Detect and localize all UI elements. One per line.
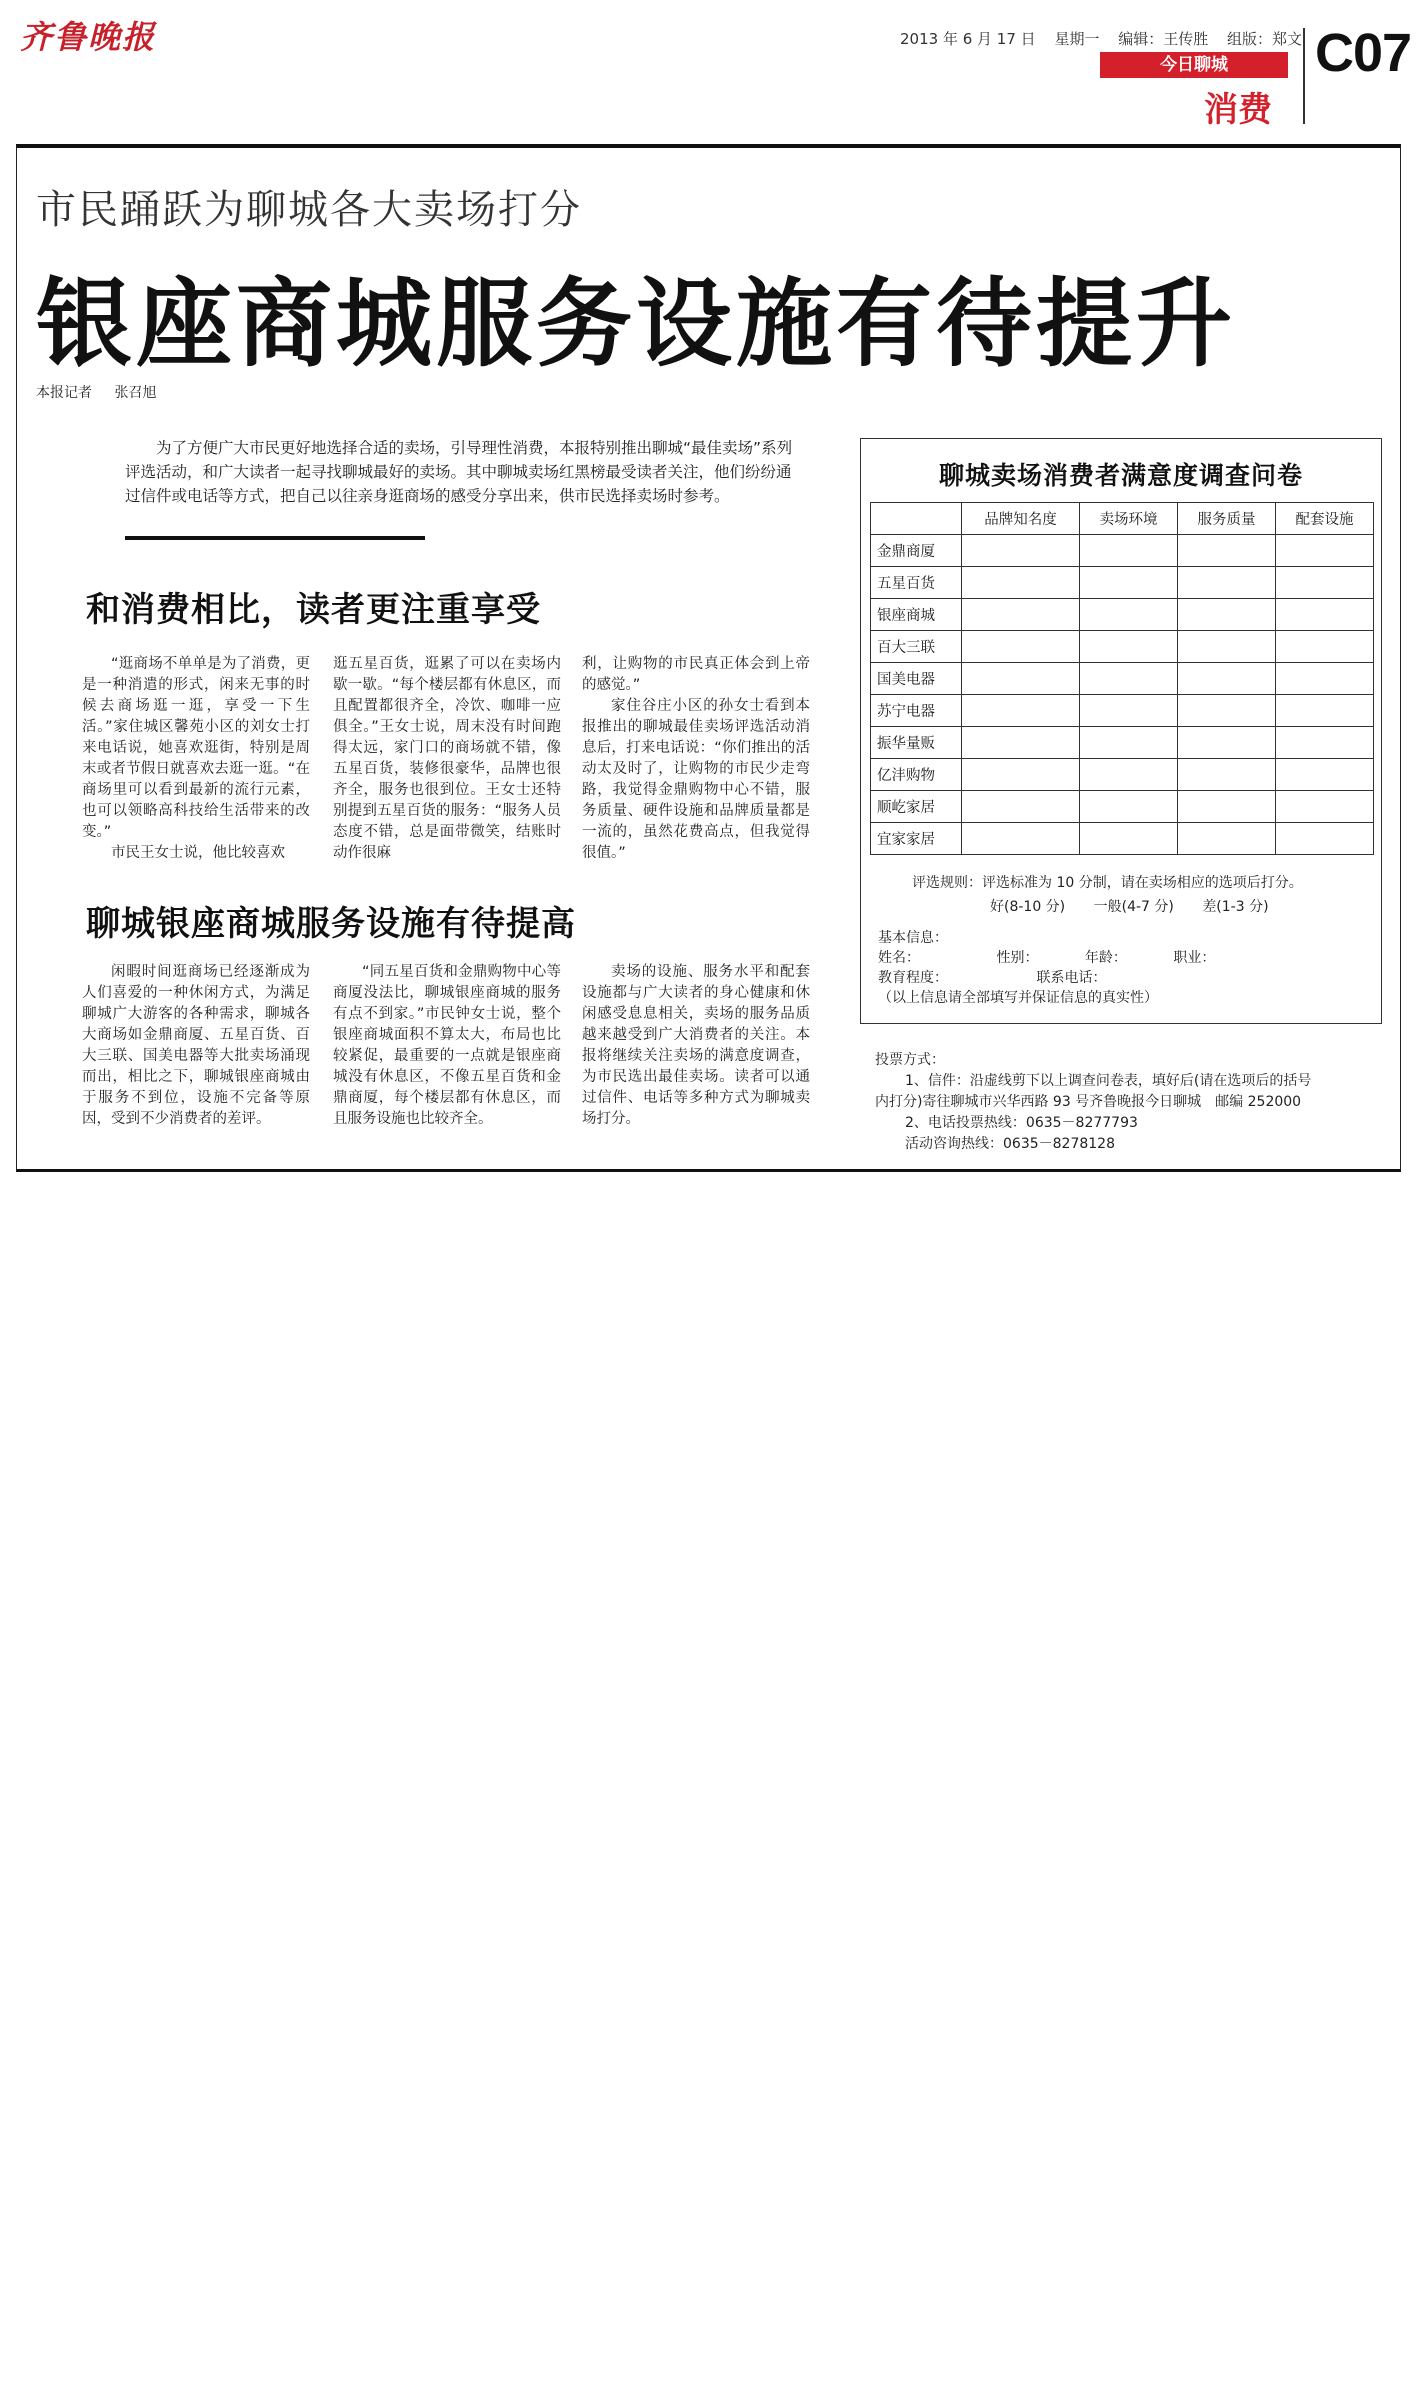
score-cell [962, 823, 1080, 855]
table-row [871, 599, 1374, 631]
score-cell [962, 599, 1080, 631]
table-row [871, 791, 1374, 823]
score-cell [1080, 695, 1178, 727]
score-cell [1177, 567, 1275, 599]
section-banner: 今日聊城 [1100, 52, 1288, 78]
score-cell [1080, 599, 1178, 631]
section1-col2 [333, 654, 561, 864]
issue-date: 2013 年 6 月 17 日 [900, 30, 1036, 48]
store-name: 金鼎商厦 [871, 535, 962, 567]
table-row [871, 727, 1374, 759]
info-note: （以上信息请全部填写并保证信息的真实性） [878, 990, 1158, 1006]
score-cell [1080, 791, 1178, 823]
store-name: 振华量贩 [871, 727, 962, 759]
byline-name: 张召旭 [114, 385, 157, 401]
score-cell [1275, 599, 1373, 631]
survey-scale [990, 896, 1293, 916]
info-row [878, 948, 1249, 968]
store-name: 百大三联 [871, 631, 962, 663]
score-cell [1177, 631, 1275, 663]
score-cell [962, 759, 1080, 791]
vote-methods [875, 1050, 1385, 1155]
table-row [871, 695, 1374, 727]
paragraph: 利，让购物的市民真正体会到上帝的感觉。” [582, 656, 810, 693]
table-row [871, 567, 1374, 599]
score-cell [1177, 599, 1275, 631]
masthead-logo: 齐鲁晚报 [20, 18, 157, 56]
store-name: 苏宁电器 [871, 695, 962, 727]
section1-col3 [582, 654, 810, 864]
score-cell [1080, 823, 1178, 855]
intro-rule [125, 536, 425, 540]
score-cell [1177, 663, 1275, 695]
score-cell [1080, 631, 1178, 663]
vote-line: 活动咨询热线：0635－8278128 [905, 1136, 1115, 1152]
header-divider [1303, 28, 1305, 124]
score-cell [1080, 567, 1178, 599]
score-cell [962, 567, 1080, 599]
field-edu: 教育程度： [878, 970, 948, 986]
paragraph: 卖场的设施、服务水平和配套设施都与广大读者的身心健康和休闲感受息息相关，卖场的服务品质越来越受到广大消费者的关注。本报将继续关注卖场的满意度调查，为市民选出最佳卖场。读者可以通过信件、电话等多种方式为聊城卖场打分。 [582, 964, 810, 1127]
score-cell [962, 791, 1080, 823]
scale-good: 好(8-10 分) [990, 899, 1066, 915]
survey-table [870, 502, 1374, 855]
paragraph: 市民王女士说，他比较喜欢 [111, 845, 285, 861]
paragraph: 逛五星百货，逛累了可以在卖场内歇一歇。“每个楼层都有休息区，而且配置都很齐全，冷饮、咖啡一应俱全。”王女士说，周末没有时间跑得太远，家门口的商场就不错，像五星百货，装修很豪华，品牌也很齐全，服务也很到位。王女士还特别提到五星百货的服务：“服务人员态度不错，总是面带微笑，结账时动作很麻 [333, 656, 561, 861]
score-cell [1275, 727, 1373, 759]
score-cell [962, 727, 1080, 759]
score-cell [1275, 791, 1373, 823]
store-name: 银座商城 [871, 599, 962, 631]
score-cell [962, 663, 1080, 695]
article-headline: 银座商城服务设施有待提升 [36, 268, 1236, 380]
score-cell [962, 535, 1080, 567]
field-name: 姓名： [878, 950, 920, 966]
column-header: 配套设施 [1275, 503, 1373, 535]
section-label: 消费 [1204, 90, 1272, 130]
score-cell [1177, 791, 1275, 823]
store-name: 国美电器 [871, 663, 962, 695]
section1-heading: 和消费相比，读者更注重享受 [86, 590, 541, 630]
issue-weekday: 星期一 [1054, 30, 1100, 48]
paragraph: 闲暇时间逛商场已经逐渐成为人们喜爱的一种休闲方式，为满足聊城广大游客的各种需求，聊城各大商场如金鼎商厦、五星百货、百大三联、国美电器等大批卖场涌现而出，相比之下，聊城银座商城由于服务不到位，设施不完备等原因，受到不少消费者的差评。 [82, 964, 310, 1127]
score-cell [1177, 727, 1275, 759]
survey-rules: 评选规则：评选标准为 10 分制，请在卖场相应的选项后打分。 [912, 875, 1303, 891]
paragraph: 家住谷庄小区的孙女士看到本报推出的聊城最佳卖场评选活动消息后，打来电话说：“你们推出的活动太及时了，让购物的市民少走弯路，我觉得金鼎购物中心不错，服务质量、硬件设施和品牌质量都是一流的，虽然花费高点，但我觉得很值。” [582, 698, 810, 861]
score-cell [1080, 727, 1178, 759]
table-row [871, 535, 1374, 567]
issue-editor: 编辑：王传胜 [1118, 30, 1209, 48]
score-cell [1177, 823, 1275, 855]
column-header: 卖场环境 [1080, 503, 1178, 535]
score-cell [1177, 695, 1275, 727]
store-name: 顺屹家居 [871, 791, 962, 823]
column-header: 品牌知名度 [962, 503, 1080, 535]
table-row [871, 759, 1374, 791]
column-header: 服务质量 [1177, 503, 1275, 535]
table-row [871, 823, 1374, 855]
score-cell [1177, 535, 1275, 567]
field-phone: 联系电话： [1036, 970, 1107, 986]
score-cell [1275, 695, 1373, 727]
issue-layout: 组版：郑文 [1227, 30, 1303, 48]
score-cell [1080, 535, 1178, 567]
scale-bad: 差(1-3 分) [1202, 899, 1269, 915]
field-gender: 性别： [996, 950, 1039, 966]
survey-title: 聊城卖场消费者满意度调查问卷 [938, 461, 1303, 490]
scale-mid: 一般(4-7 分) [1093, 899, 1174, 915]
article-intro: 为了方便广大市民更好地选择合适的卖场，引导理性消费，本报特别推出聊城“最佳卖场”系列评选活动，和广大读者一起寻找聊城最好的卖场。其中聊城卖场红黑榜最受读者关注，他们纷纷通过信件或电话等方式，把自己以往亲身逛商场的感受分享出来，供市民选择卖场时参考。 [125, 439, 793, 505]
section2-col2 [333, 962, 561, 1130]
score-cell [1275, 631, 1373, 663]
score-cell [1080, 663, 1178, 695]
score-cell [1080, 759, 1178, 791]
table-corner [871, 503, 962, 535]
page-number: C07 [1315, 23, 1412, 83]
table-row [871, 663, 1374, 695]
score-cell [1275, 663, 1373, 695]
store-name: 五星百货 [871, 567, 962, 599]
table-row [871, 631, 1374, 663]
byline-role: 本报记者 [36, 385, 92, 401]
vote-line: 1、信件：沿虚线剪下以上调查问卷表，填好后(请在选项后的括号 [905, 1073, 1312, 1089]
section2-heading: 聊城银座商城服务设施有待提高 [86, 904, 576, 944]
paragraph: “同五星百货和金鼎购物中心等商厦没法比，聊城银座商城的服务有点不到家。”市民钟女士说，整个银座商城面积不算太大，布局也比较紧促，最重要的一点就是银座商城没有休息区，不像五星百货和金鼎商厦，每个楼层都有休息区，而且服务设施也比较齐全。 [333, 964, 561, 1127]
issue-meta [900, 28, 1316, 49]
info-title: 基本信息： [878, 930, 948, 946]
vote-line: 内打分)寄往聊城市兴华西路 93 号齐鲁晚报今日聊城 邮编 252000 [875, 1094, 1302, 1110]
field-age: 年龄： [1084, 950, 1127, 966]
vote-title: 投票方式： [875, 1052, 945, 1068]
store-name: 宜家家居 [871, 823, 962, 855]
field-job: 职业： [1173, 950, 1216, 966]
score-cell [1275, 535, 1373, 567]
section1-col1 [82, 654, 310, 864]
section2-col3 [582, 962, 810, 1130]
info-row [878, 968, 1249, 988]
score-cell [962, 631, 1080, 663]
store-name: 亿沣购物 [871, 759, 962, 791]
survey-info [878, 928, 1249, 1008]
byline [36, 382, 174, 402]
score-cell [1275, 823, 1373, 855]
paragraph: “逛商场不单单是为了消费，更是一种消遣的形式，闲来无事的时候去商场逛一逛，享受一下生活。”家住城区馨苑小区的刘女士打来电话说，她喜欢逛街，特别是周末或者节假日就喜欢去逛一逛。“在商场里可以看到最新的流行元素，也可以领略高科技给生活带来的改变。” [82, 656, 310, 840]
score-cell [962, 695, 1080, 727]
article-subtitle: 市民踊跃为聊城各大卖场打分 [36, 187, 582, 233]
score-cell [1275, 759, 1373, 791]
table-header-row [871, 503, 1374, 535]
score-cell [1177, 759, 1275, 791]
section2-col1 [82, 962, 310, 1130]
vote-line: 2、电话投票热线：0635－8277793 [905, 1115, 1138, 1131]
score-cell [1275, 567, 1373, 599]
